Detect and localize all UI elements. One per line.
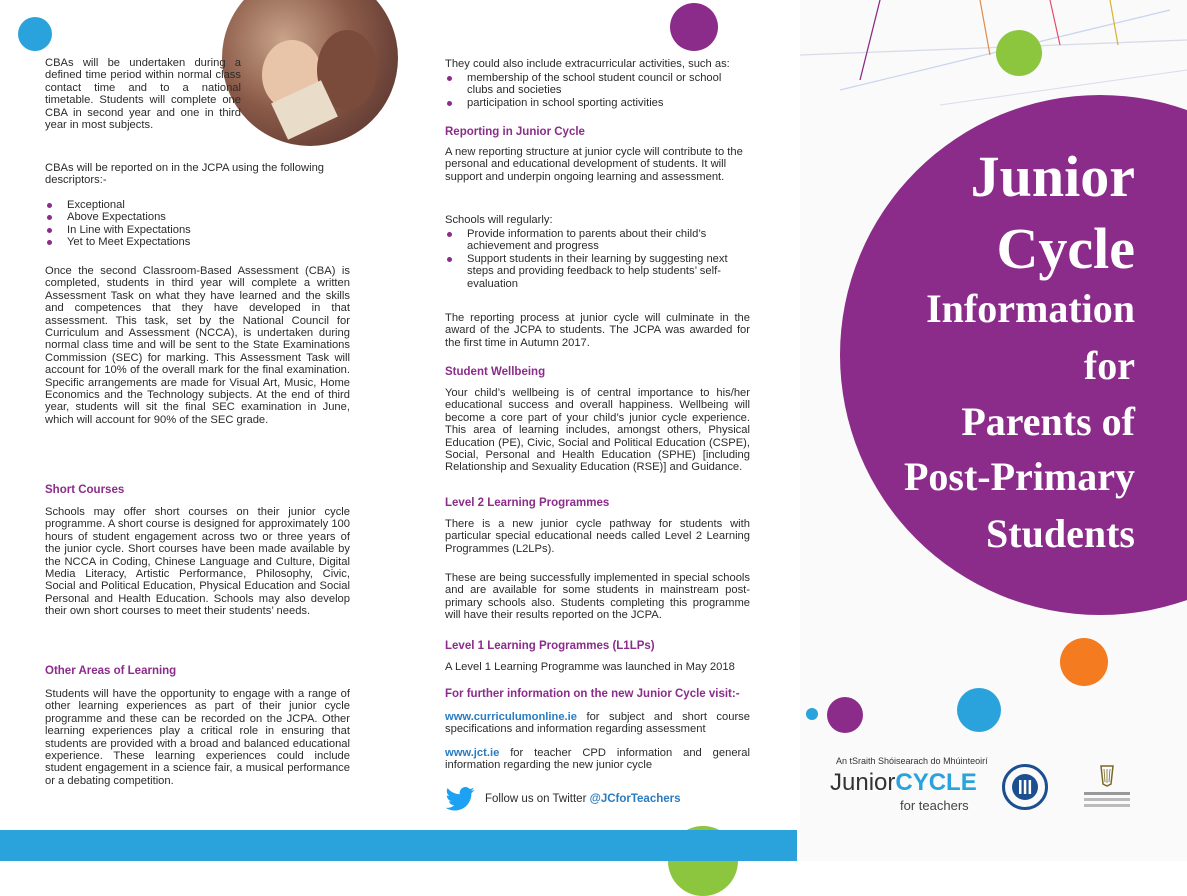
list-item: membership of the school student council or school clubs and societies — [445, 72, 745, 97]
level2-paragraph-1: There is a new junior cycle pathway for students with particular special educational needs called Level 2 Learning Programmes (L2LPs). — [445, 518, 750, 555]
descriptor-list — [45, 199, 345, 249]
cba-descriptors-intro: CBAs will be reported on in the JCPA using the following descriptors:- — [45, 162, 325, 187]
twitter-handle-link[interactable]: @JCforTeachers — [589, 792, 681, 805]
list-item: participation in school sporting activities — [445, 97, 745, 109]
title-line: Parents of — [961, 399, 1135, 444]
list-item: Yet to Meet Expectations — [45, 236, 345, 248]
decorative-blue-dot — [18, 17, 52, 51]
twitter-row — [445, 786, 681, 812]
reporting-paragraph: A new reporting structure at junior cycle will contribute to the personal and educational development of students. It will support and underpin ongoing learning and assessment. — [445, 146, 743, 183]
other-areas-heading: Other Areas of Learning — [45, 665, 177, 677]
wellbeing-paragraph: Your child’s wellbeing is of central importance to his/her educational success and overall happiness. Wellbeing will become a core part of your child’s junior cycle experience. This area of learning includes, amongst others, Physical Education (PE), Civic, Social and Political Education (CSPE), Social, Personal and Health Education (SPHE) [including Relationship and Sexuality Education (RSE)] and Guidance. — [445, 387, 750, 474]
logo-cycle: CYCLE — [895, 769, 977, 796]
bottom-blue-bar — [0, 830, 797, 861]
curriculumonline-line — [445, 711, 750, 736]
further-info-heading: For further information on the new Junior Cycle visit:- — [445, 688, 740, 700]
decorative-small-blue-dot — [806, 708, 818, 720]
harp-icon — [1097, 764, 1117, 788]
extracurricular-intro: They could also include extracurricular activities, such as: — [445, 58, 730, 70]
twitter-bird-icon[interactable] — [445, 787, 475, 811]
other-areas-paragraph: Students will have the opportunity to engage with a range of other learning experiences as part of their junior cycle programme and these can be recorded on the JCPA. Other learning experiences play a critical role in ensuring that students are provided with a broad and balanced educational experience. These learning experiences could include student engagement in a science fair, a musical performance or a debating competition. — [45, 688, 350, 787]
culminate-paragraph: The reporting process at junior cycle will culminate in the award of the JCPA to students. The JCPA was awarded for the first time in Autumn 2017. — [445, 312, 750, 349]
column-left — [0, 0, 400, 861]
short-courses-paragraph: Schools may offer short courses on their junior cycle programme. A short course is designed for approximately 100 hours of student engagement across two or three years of the junior cycle. Short courses have been made available by the NCCA in Coding, Chinese Language and Culture, Digital Media Literacy, Artistic Performance, Philosophy, Civic, Social and Political Education, Physical Education and Social Personal and Health Education. Schools may also develop their own short courses to meet their students’ needs. — [45, 506, 350, 618]
reporting-heading: Reporting in Junior Cycle — [445, 126, 585, 138]
level1-paragraph: A Level 1 Learning Programme was launched in May 2018 — [445, 661, 735, 673]
short-courses-heading: Short Courses — [45, 484, 125, 496]
list-item: Exceptional — [45, 199, 345, 211]
cba-intro: CBAs will be undertaken during a defined time period within normal class contact time and to a national timetable. Students will complete one CBA in second year and one in third year in most subjects. — [45, 57, 241, 132]
regularly-intro: Schools will regularly: — [445, 214, 553, 226]
title-line: Post-Primary — [903, 454, 1135, 499]
title-line: Students — [986, 511, 1135, 556]
twitter-text — [485, 793, 681, 805]
decorative-blue-dot — [957, 688, 1001, 732]
list-item: Provide information to parents about their child’s achievement and progress — [445, 228, 735, 253]
decorative-orange-dot — [1060, 638, 1108, 686]
jct-line — [445, 747, 750, 772]
title-line: for — [1083, 343, 1135, 388]
extracurricular-list — [445, 72, 745, 109]
assessment-task-paragraph: Once the second Classroom-Based Assessment (CBA) is completed, students in third year will complete a written Assessment Task on what they have learned and the skills and competences that they have developed in that assessment. This task, set by the National Council for Curriculum and Assessment (NCCA), is undertaken during normal class time and will be sent to the State Examinations Commission (SEC) for marking. This Assessment Task will account for 10% of the overall mark for the final examination. Specific arrangements are made for Visual Art, Music, Home Economics and the Technology subjects. At the end of third year, students will sit the final SEC examination in June, which will account for 90% of the SEC grade. — [45, 265, 350, 426]
curriculumonline-desc: for subject and short course specifications and information regarding assessment — [445, 711, 750, 736]
students-reading-photo — [222, 0, 398, 146]
list-item: Above Expectations — [45, 211, 345, 223]
inspectorate-seal-icon — [1002, 764, 1048, 810]
logo-junior: Junior — [830, 769, 896, 796]
department-of-education-logo — [1082, 764, 1132, 814]
twitter-prefix: Follow us on Twitter — [485, 792, 590, 805]
level2-heading: Level 2 Learning Programmes — [445, 497, 610, 509]
logo-wordmark — [830, 770, 977, 796]
decorative-purple-dot — [827, 697, 863, 733]
logo-irish-text: An tSraith Shóisearach do Mhúinteoirí — [836, 756, 988, 766]
list-item: Support students in their learning by suggesting next steps and providing feedback to help students’ self-evaluation — [445, 253, 735, 290]
title-line: Cycle — [996, 216, 1135, 281]
column-middle — [400, 0, 800, 861]
level1-heading: Level 1 Learning Programmes (L1LPs) — [445, 640, 655, 652]
jct-desc: for teacher CPD information and general information regarding the new junior cycle — [445, 747, 750, 772]
curriculumonline-link[interactable]: www.curriculumonline.ie — [445, 711, 577, 723]
title-line: Junior — [970, 144, 1135, 209]
wellbeing-heading: Student Wellbeing — [445, 366, 546, 378]
regularly-list — [445, 228, 735, 290]
list-item: In Line with Expectations — [45, 224, 345, 236]
decorative-purple-dot — [670, 3, 718, 51]
decorative-green-dot — [996, 30, 1042, 76]
title-line: Information — [926, 286, 1135, 331]
logo-for-teachers: for teachers — [900, 798, 969, 813]
junior-cycle-logo — [830, 756, 988, 816]
level2-paragraph-2: These are being successfully implemented in special schools and are available for some students in mainstream post-primary schools also. Students completing this programme will have their results reported on the JCPA. — [445, 572, 750, 622]
jct-link[interactable]: www.jct.ie — [445, 747, 500, 759]
